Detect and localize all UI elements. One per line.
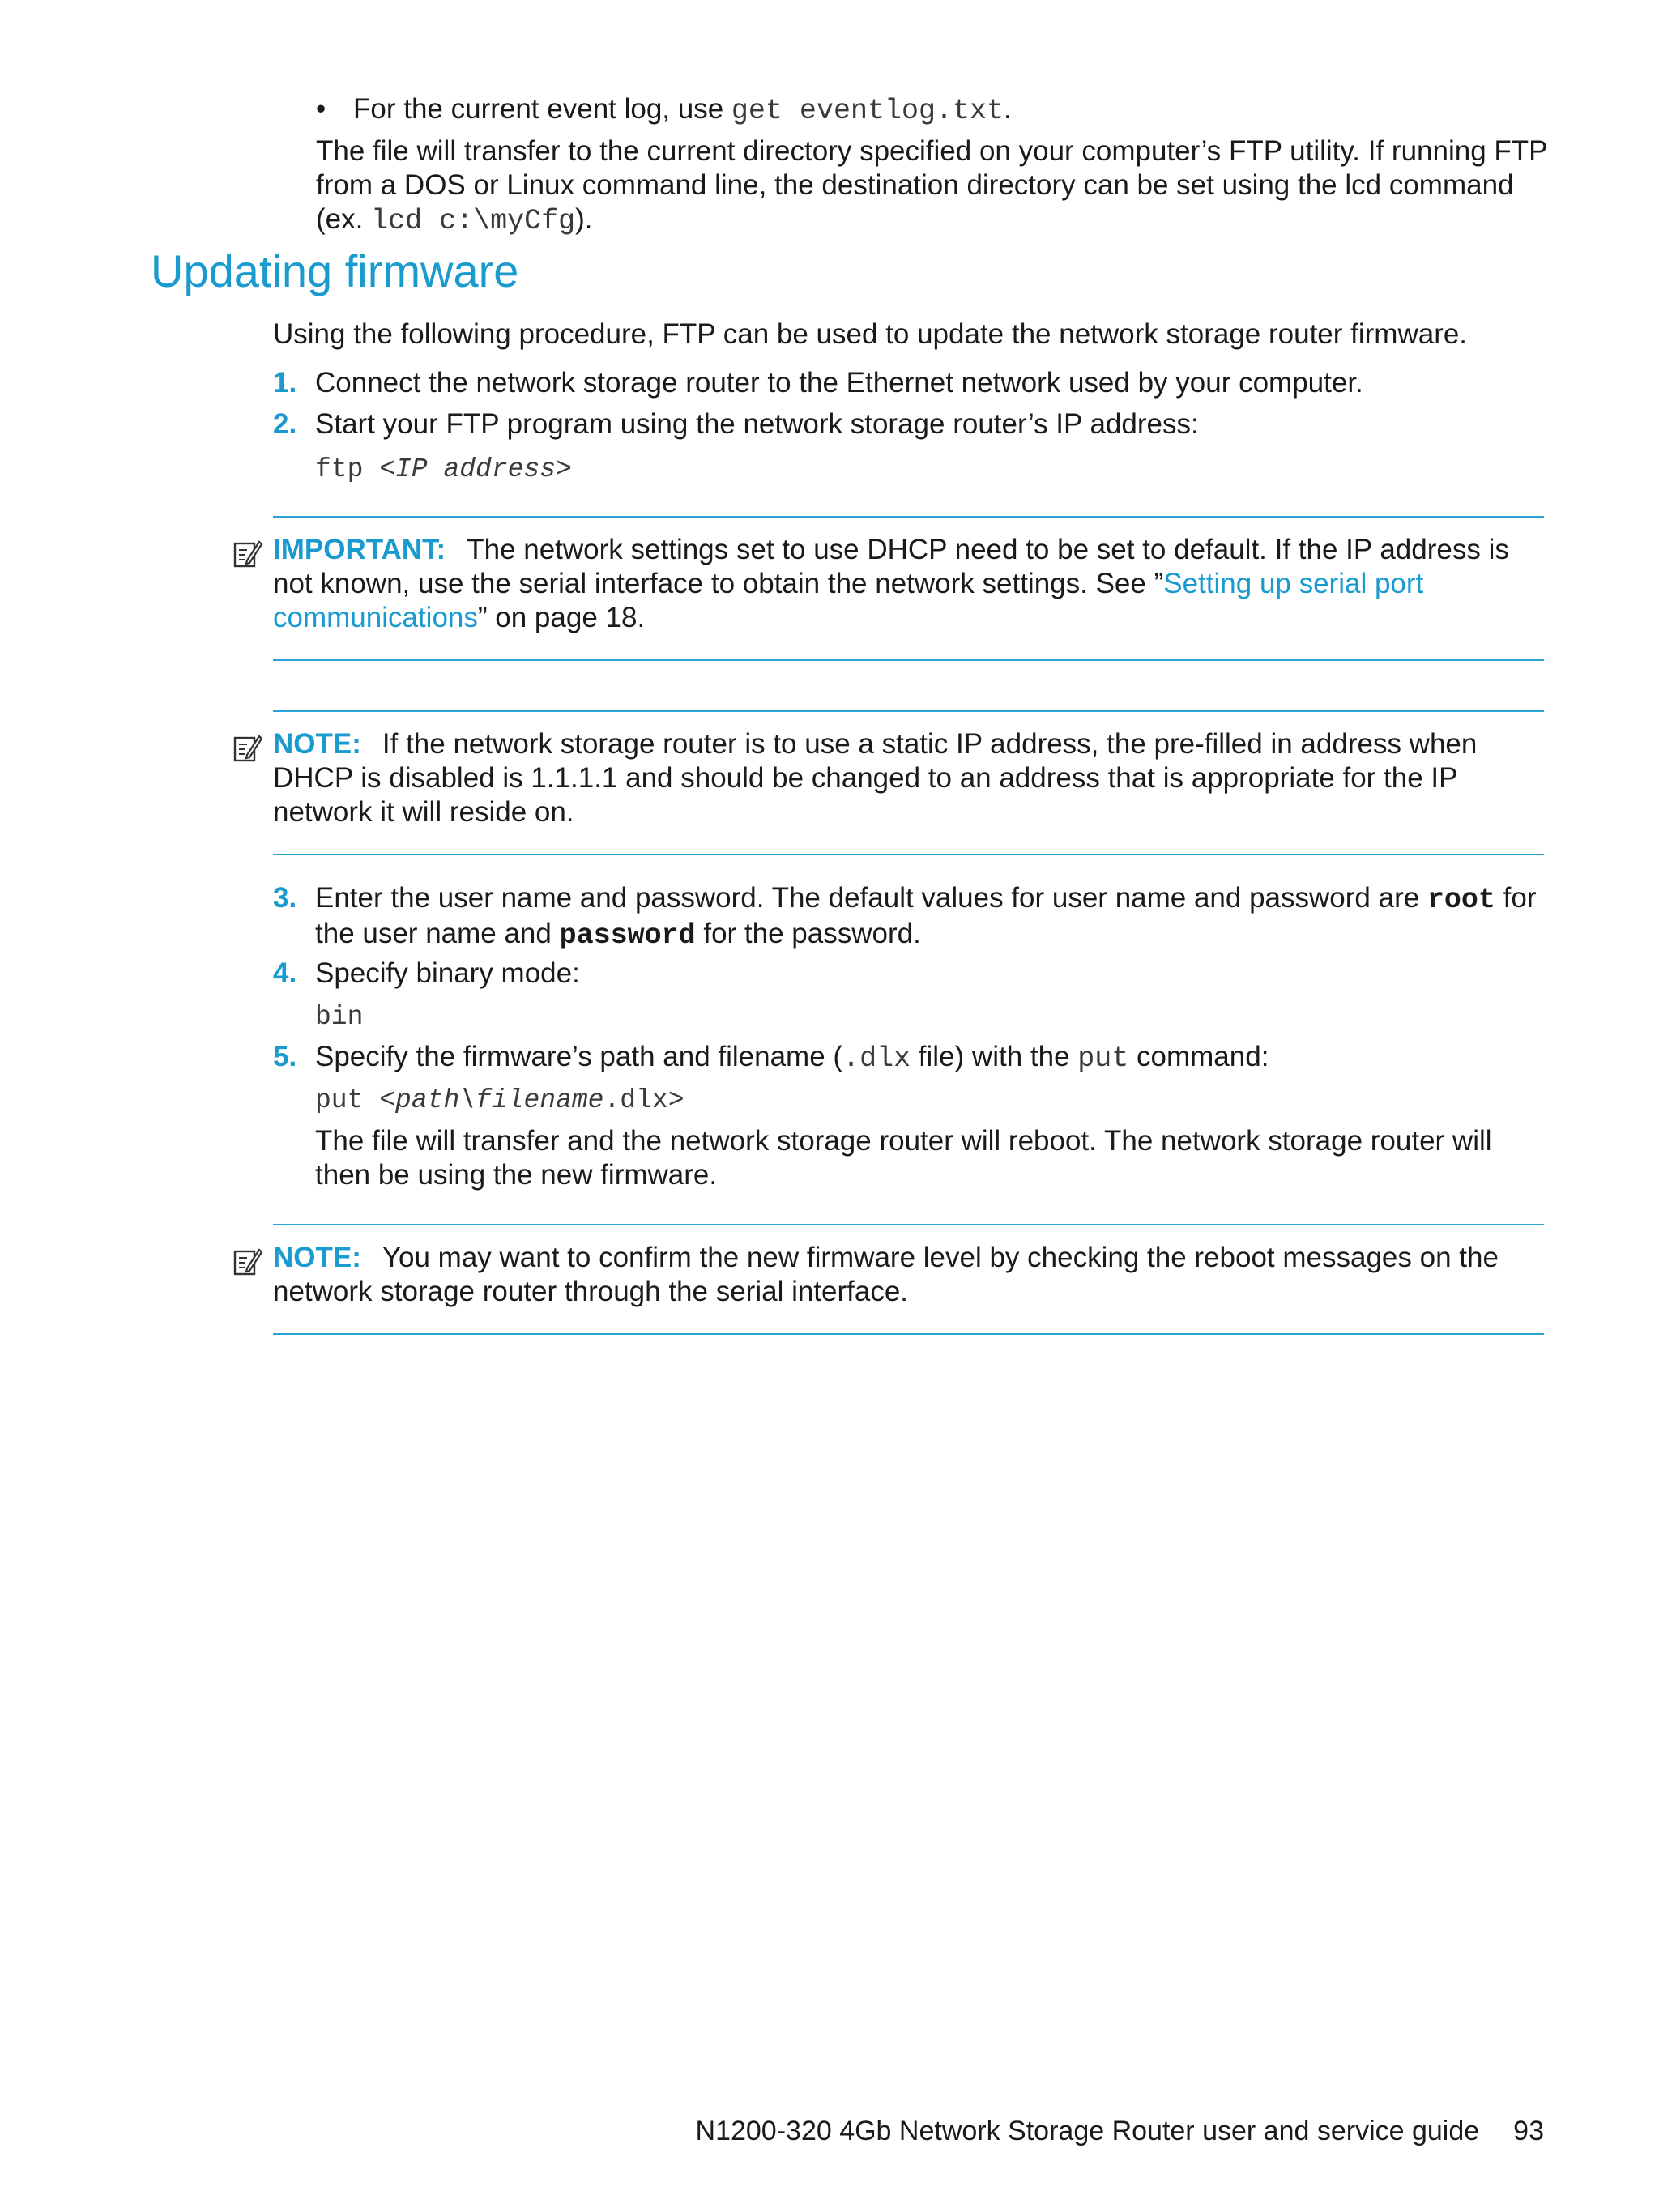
step5-followup: The file will transfer and the network storage router will reboot. The network storage router will then be using the new firmware. bbox=[315, 1125, 1492, 1191]
transfer-suffix: ). bbox=[575, 203, 593, 235]
step-text-part: file) with the bbox=[911, 1041, 1078, 1072]
step-text bbox=[315, 881, 1553, 953]
important-text-a: The network settings set to use DHCP need to be set to default. If the IP address is not known, use the serial interface to obtain the network settings. See ” bbox=[273, 534, 1509, 599]
bullet-suffix: . bbox=[1003, 93, 1012, 125]
important-text-b: ” on page 18. bbox=[477, 602, 646, 633]
step-text: Specify binary mode: bbox=[315, 957, 580, 989]
note-pencil-icon bbox=[232, 533, 273, 635]
code-put-cmd: put < bbox=[315, 1085, 396, 1115]
code-bin: bin bbox=[315, 1002, 364, 1032]
list-item bbox=[273, 366, 1553, 400]
step-number: 3. bbox=[273, 882, 297, 914]
step-text-part: for the user name and bbox=[315, 882, 1537, 949]
callout-top-rule bbox=[273, 1224, 1544, 1225]
code-put-path: path\filename bbox=[395, 1085, 604, 1115]
step-text-part: Specify the firmware’s path and filename ( bbox=[315, 1041, 843, 1072]
note-text: If the network storage router is to use a static IP address, the pre-filled in address when DHCP is disabled is 1.1.1.1 and should be changed to an address that is appropriate for the IP network it will reside on. bbox=[273, 728, 1478, 828]
bullet-text: For the current event log, use bbox=[353, 93, 731, 125]
section-heading: Updating firmware bbox=[151, 245, 519, 296]
step-number: 1. bbox=[273, 367, 297, 399]
code-password: password bbox=[559, 919, 696, 952]
callout-bottom-rule bbox=[273, 659, 1544, 661]
note-label: NOTE: bbox=[273, 1242, 361, 1273]
callout-bottom-rule bbox=[273, 1333, 1544, 1335]
transfer-text: The file will transfer to the current directory specified on your computer’s FTP utility. If running FTP from a DOS or Linux command line, the destination directory can be set using the lcd command (ex. bbox=[316, 135, 1547, 235]
code-put-ext: .dlx> bbox=[603, 1085, 684, 1115]
list-item bbox=[273, 957, 1553, 991]
code-ftp-arg: <IP address> bbox=[379, 454, 572, 484]
footer-title: N1200-320 4Gb Network Storage Router user and service guide bbox=[695, 2116, 1480, 2146]
important-label: IMPORTANT: bbox=[273, 534, 446, 565]
code-ftp-command bbox=[315, 454, 572, 486]
note-callout bbox=[232, 727, 1549, 829]
page-footer bbox=[696, 2114, 1544, 2148]
bullet-item-event-log bbox=[316, 92, 1539, 128]
bullet-marker: • bbox=[316, 93, 326, 125]
code-ftp: ftp bbox=[315, 454, 364, 484]
code-root: root bbox=[1427, 884, 1495, 916]
step-text bbox=[315, 1040, 1553, 1076]
code-put-command bbox=[315, 1085, 684, 1117]
list-item bbox=[273, 407, 1553, 441]
page-number: 93 bbox=[1513, 2116, 1544, 2146]
section-intro: Using the following procedure, FTP can be used to update the network storage router firmware. bbox=[273, 318, 1468, 350]
code-dlx: .dlx bbox=[842, 1042, 911, 1075]
step-text-part: command: bbox=[1128, 1041, 1269, 1072]
code-put: put bbox=[1077, 1042, 1129, 1075]
serial-port-link[interactable]: Setting up serial port communications bbox=[273, 568, 1424, 633]
step-number: 2. bbox=[273, 408, 297, 440]
step-text-part: Enter the user name and password. The default values for user name and password are bbox=[315, 882, 1427, 914]
callout-top-rule bbox=[273, 710, 1544, 712]
step-text: Start your FTP program using the network storage router’s IP address: bbox=[315, 408, 1199, 440]
note-label: NOTE: bbox=[273, 728, 361, 760]
step-text: Connect the network storage router to the Ethernet network used by your computer. bbox=[315, 367, 1363, 399]
note-callout bbox=[232, 1241, 1549, 1309]
transfer-code: lcd c:\myCfg bbox=[371, 205, 576, 237]
bullet-code: get eventlog.txt bbox=[731, 95, 1004, 127]
important-callout bbox=[232, 533, 1549, 635]
note-pencil-icon bbox=[232, 1241, 273, 1309]
note-text: You may want to confirm the new firmware level by checking the reboot messages on the network storage router through the serial interface. bbox=[273, 1242, 1499, 1307]
step-text-part: for the password. bbox=[695, 918, 921, 949]
step-number: 5. bbox=[273, 1041, 297, 1072]
list-item bbox=[273, 1040, 1553, 1076]
list-item bbox=[273, 881, 1553, 953]
transfer-paragraph bbox=[316, 134, 1547, 238]
note-pencil-icon bbox=[232, 727, 273, 829]
callout-top-rule bbox=[273, 516, 1544, 518]
step-number: 4. bbox=[273, 957, 297, 989]
callout-bottom-rule bbox=[273, 854, 1544, 855]
